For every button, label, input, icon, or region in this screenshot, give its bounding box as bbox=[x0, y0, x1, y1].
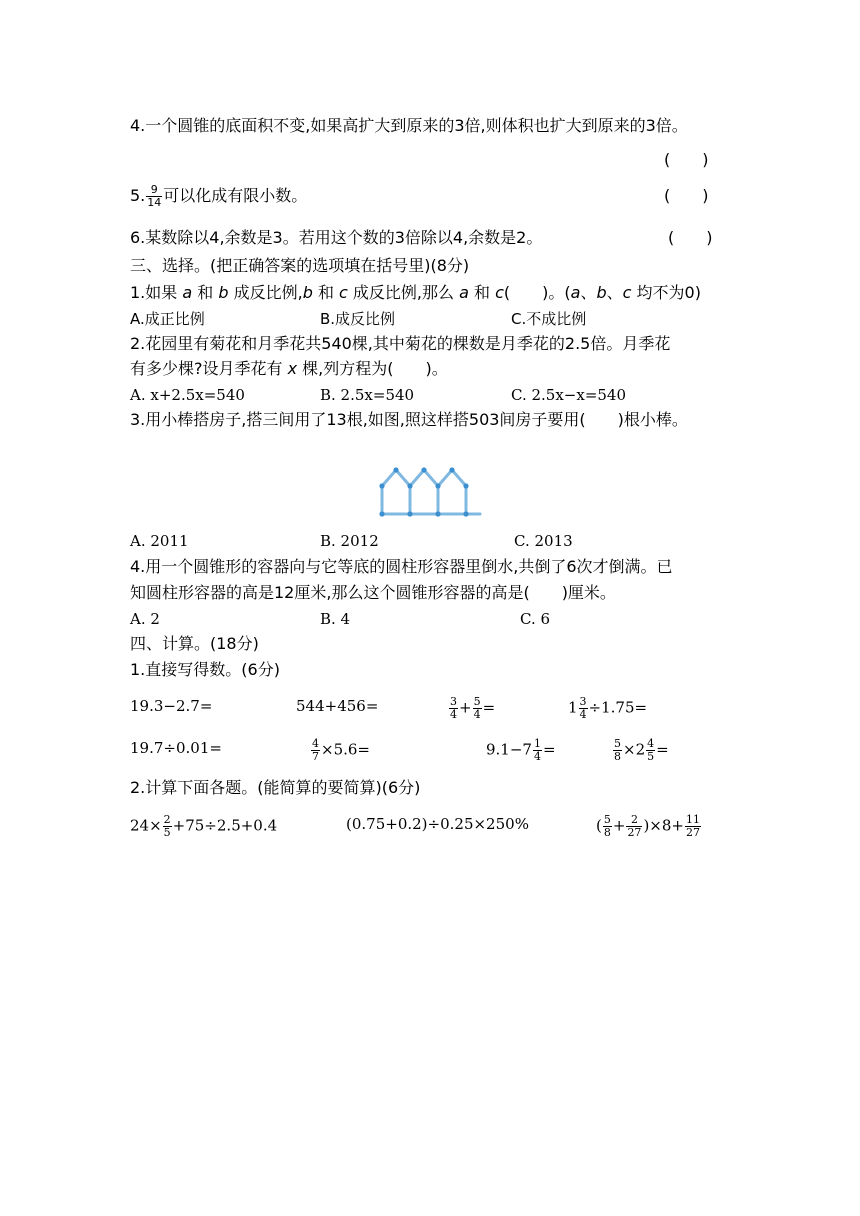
expression-pre: 9.1−7 bbox=[486, 740, 532, 759]
q2-text: 有多少棵?设月季花有 bbox=[130, 359, 288, 378]
var-b: b bbox=[596, 283, 607, 302]
fraction bbox=[626, 814, 642, 839]
q3-option-a[interactable]: A. 2011 bbox=[130, 532, 189, 550]
equals: = bbox=[542, 740, 556, 759]
denominator: 8 bbox=[603, 826, 611, 839]
calc-r2-e4 bbox=[612, 738, 669, 763]
denominator: 5 bbox=[647, 750, 655, 763]
fraction bbox=[311, 738, 320, 763]
q1-text: 均不为0) bbox=[631, 283, 701, 302]
operator: + bbox=[459, 698, 472, 717]
calc-r1-e2: 544+456= bbox=[296, 697, 379, 715]
calc-r2-e1: 19.7÷0.01= bbox=[130, 739, 222, 757]
q1-text: 、 bbox=[580, 283, 597, 302]
q2-option-b[interactable]: B. 2.5x=540 bbox=[320, 386, 415, 404]
numerator: 1 bbox=[533, 737, 541, 750]
var-b: b bbox=[218, 283, 229, 302]
judge-q5 bbox=[130, 184, 307, 209]
choice-q4-line2: 知圆柱形容器的高是12厘米,那么这个圆锥形容器的高是( )厘米。 bbox=[130, 583, 616, 602]
var-c: c bbox=[622, 283, 632, 302]
choice-q2-line2 bbox=[130, 359, 448, 379]
q1-option-a[interactable]: A.成正比例 bbox=[130, 310, 205, 328]
calc-r1-e3 bbox=[448, 696, 495, 721]
var-a: a bbox=[459, 283, 469, 302]
denominator: 4 bbox=[579, 708, 587, 721]
denominator: 5 bbox=[163, 826, 171, 839]
section4-sub1: 1.直接写得数。(6分) bbox=[130, 660, 280, 679]
q1-text: 、 bbox=[606, 283, 623, 302]
var-c: c bbox=[495, 283, 504, 302]
q3-option-b[interactable]: B. 2012 bbox=[320, 532, 379, 550]
calc-r3-e2: (0.75+0.2)÷0.25×250% bbox=[346, 815, 529, 833]
operator: + bbox=[612, 816, 626, 835]
expression-rest: +75÷2.5+0.4 bbox=[172, 816, 278, 835]
calc-r3-e1 bbox=[130, 814, 277, 839]
q4-option-b[interactable]: B. 4 bbox=[320, 610, 351, 628]
q5-prefix: 5. bbox=[130, 186, 146, 205]
numerator: 11 bbox=[685, 813, 700, 826]
denominator: 7 bbox=[312, 750, 319, 763]
denominator: 4 bbox=[450, 708, 457, 721]
section3-title: 三、选择。(把正确答案的选项填在括号里)(8分) bbox=[130, 256, 470, 275]
open-paren: ( bbox=[596, 816, 602, 835]
q1-text: 成反比例, bbox=[228, 283, 303, 302]
denominator: 4 bbox=[533, 750, 541, 763]
equals: = bbox=[656, 740, 669, 759]
numerator: 3 bbox=[450, 695, 457, 708]
choice-q4-line1: 4.用一个圆锥形的容器向与它等底的圆柱形容器里倒水,共倒了6次才倒满。已 bbox=[130, 557, 673, 576]
numerator: 2 bbox=[163, 813, 171, 826]
q2-option-a[interactable]: A. x+2.5x=540 bbox=[130, 386, 245, 404]
numerator: 2 bbox=[626, 814, 642, 827]
numerator: 3 bbox=[579, 695, 587, 708]
fraction bbox=[163, 814, 172, 839]
fraction bbox=[646, 738, 655, 763]
var-c: c bbox=[339, 283, 348, 302]
calc-r1-e1: 19.3−2.7= bbox=[130, 697, 213, 715]
fraction bbox=[603, 814, 612, 839]
q2-text: 棵,列方程为( )。 bbox=[297, 359, 448, 378]
expression-rest: ×5.6= bbox=[321, 740, 370, 759]
judge-q6: 6.某数除以4,余数是3。若用这个数的3倍除以4,余数是2。 bbox=[130, 228, 543, 247]
fraction bbox=[473, 696, 482, 721]
numerator: 5 bbox=[473, 695, 481, 708]
numerator: 4 bbox=[312, 737, 319, 750]
fraction bbox=[449, 696, 458, 721]
denominator: 8 bbox=[614, 750, 621, 763]
denominator: 27 bbox=[685, 826, 700, 839]
var-b: b bbox=[302, 283, 313, 302]
q3-option-c[interactable]: C. 2013 bbox=[514, 532, 573, 550]
expression-mid: )×8+ bbox=[643, 816, 684, 835]
q1-text: 1.如果 bbox=[130, 283, 183, 302]
choice-q3: 3.用小棒搭房子,搭三间用了13根,如图,照这样搭503间房子要用( )根小棒。 bbox=[130, 410, 688, 429]
q1-option-b[interactable]: B.成反比例 bbox=[320, 310, 396, 328]
var-a: a bbox=[570, 283, 581, 302]
q2-option-c[interactable]: C. 2.5x−x=540 bbox=[511, 386, 627, 404]
denominator: 4 bbox=[473, 708, 481, 721]
matchstick-houses-figure bbox=[376, 464, 488, 520]
q1-option-c[interactable]: C.不成比例 bbox=[511, 310, 587, 328]
calc-r1-e4 bbox=[568, 696, 647, 721]
calc-r2-e2 bbox=[310, 738, 370, 763]
numerator: 4 bbox=[647, 737, 655, 750]
fraction bbox=[685, 814, 701, 839]
choice-q1 bbox=[130, 283, 701, 303]
var-a: a bbox=[182, 283, 193, 302]
numerator: 5 bbox=[614, 737, 621, 750]
fraction bbox=[613, 738, 622, 763]
q1-text: 和 bbox=[312, 283, 340, 302]
fraction bbox=[579, 696, 588, 721]
expression-pre: 24× bbox=[130, 816, 162, 835]
denominator: 14 bbox=[147, 196, 162, 209]
equals: = bbox=[482, 698, 496, 717]
q1-text: ( )。( bbox=[503, 283, 571, 302]
section4-title: 四、计算。(18分) bbox=[130, 634, 259, 653]
denominator: 27 bbox=[627, 826, 642, 839]
choice-q2-line1: 2.花园里有菊花和月季花共540棵,其中菊花的棵数是月季花的2.5倍。月季花 bbox=[130, 334, 671, 353]
calc-r2-e3 bbox=[486, 738, 556, 763]
fraction bbox=[146, 184, 162, 209]
q4-option-c[interactable]: C. 6 bbox=[520, 610, 551, 628]
q5-text: 可以化成有限小数。 bbox=[163, 186, 308, 205]
numerator: 9 bbox=[146, 184, 162, 197]
q4-option-a[interactable]: A. 2 bbox=[130, 610, 160, 628]
calc-r3-e3 bbox=[596, 814, 702, 839]
q1-text: 和 bbox=[192, 283, 219, 302]
q1-text: 和 bbox=[468, 283, 496, 302]
answer-paren-q5[interactable]: ( ) bbox=[664, 186, 709, 205]
operator: ×2 bbox=[623, 740, 646, 759]
answer-paren-q6[interactable]: ( ) bbox=[668, 228, 713, 247]
whole-part: 1 bbox=[568, 698, 578, 717]
section4-sub2: 2.计算下面各题。(能简算的要简算)(6分) bbox=[130, 778, 421, 797]
fraction bbox=[533, 738, 542, 763]
var-x: x bbox=[287, 359, 298, 378]
expression-rest: ÷1.75= bbox=[588, 698, 648, 717]
answer-paren-q4[interactable]: ( ) bbox=[664, 150, 709, 169]
numerator: 5 bbox=[603, 813, 611, 826]
judge-q4: 4.一个圆锥的底面积不变,如果高扩大到原来的3倍,则体积也扩大到原来的3倍。 bbox=[130, 116, 688, 135]
q1-text: 成反比例,那么 bbox=[347, 283, 460, 302]
